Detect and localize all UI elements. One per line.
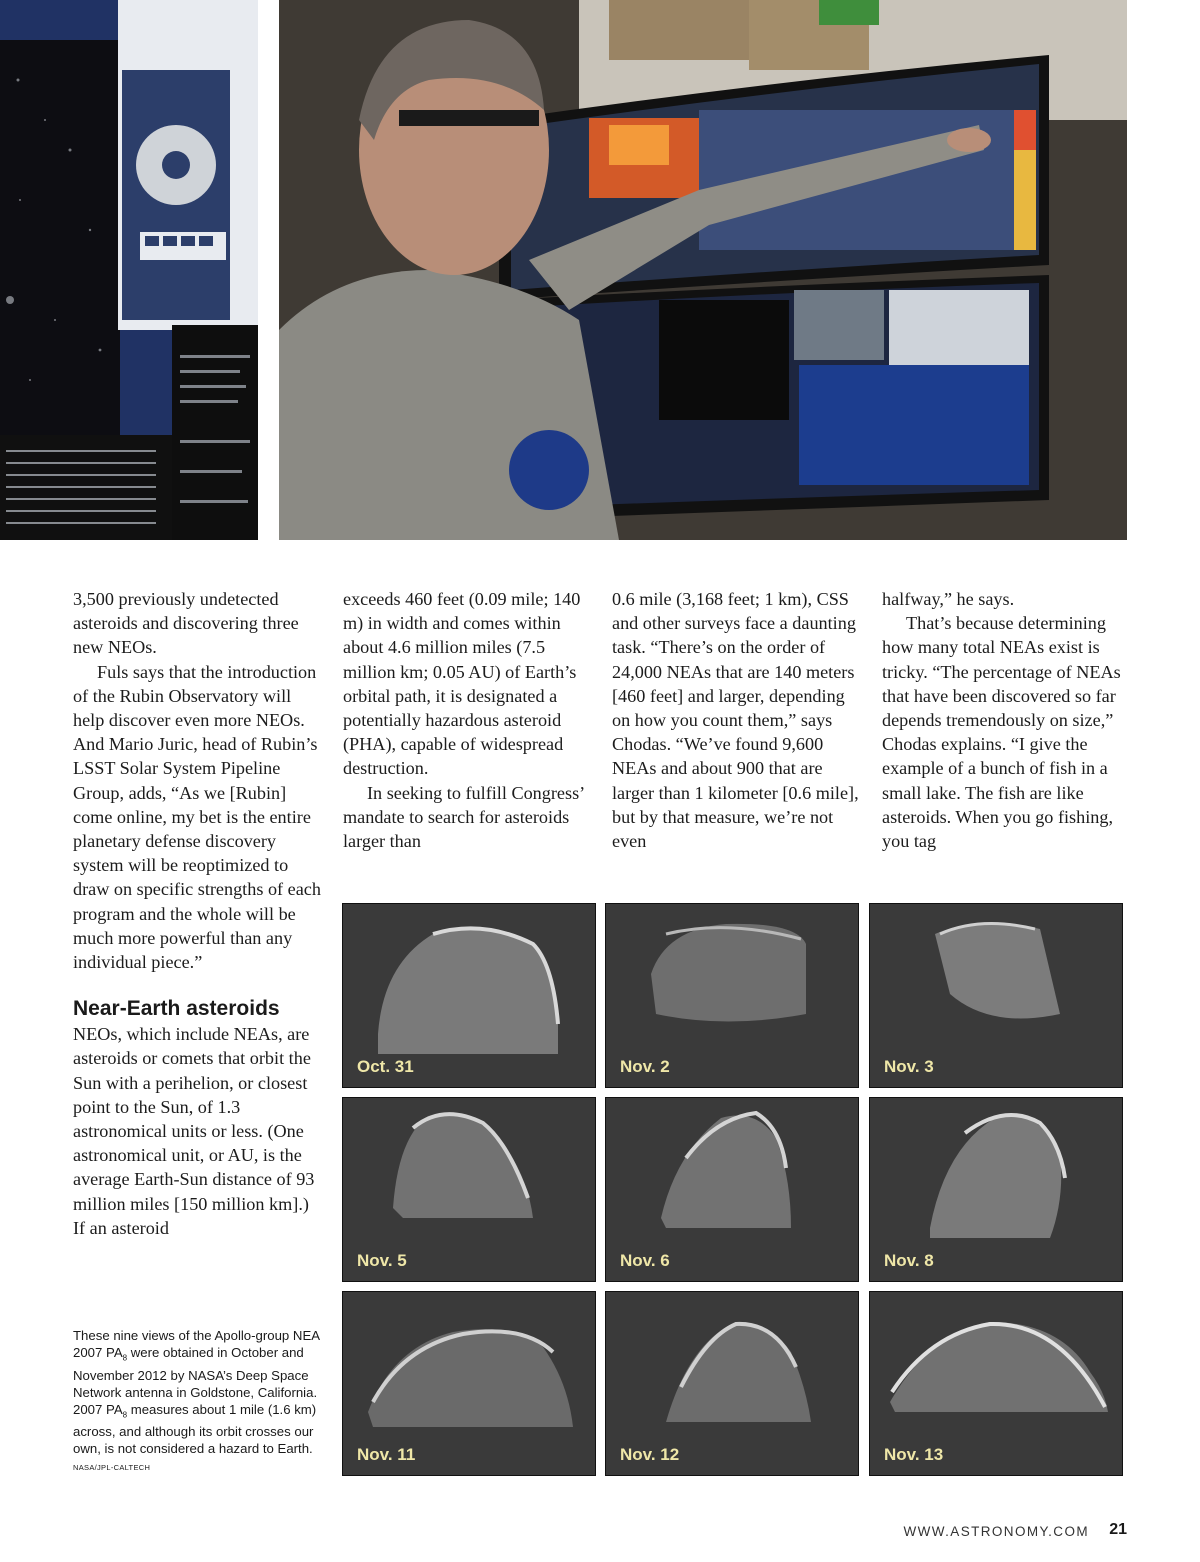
radar-date-label: Nov. 3 bbox=[884, 1057, 934, 1076]
caption-text: measures about 1 mile (1.6 km) across, and although its orbit crosses our own, is not considered a hazard to Earth. bbox=[73, 1401, 317, 1457]
radar-date-label: Nov. 5 bbox=[357, 1251, 407, 1270]
radar-date-label: Nov. 8 bbox=[884, 1251, 934, 1270]
caption-subscript: 8 bbox=[122, 1410, 128, 1420]
footer-website: WWW.ASTRONOMY.COM bbox=[903, 1524, 1089, 1539]
radar-date-label: Nov. 2 bbox=[620, 1057, 670, 1076]
paragraph: 3,500 previously undetected asteroids and discovering three new NEOs. bbox=[73, 589, 299, 658]
photo-researcher-at-monitors bbox=[279, 0, 1127, 540]
radar-image bbox=[342, 1291, 596, 1476]
radar-date-label: Nov. 12 bbox=[620, 1445, 680, 1464]
caption-text: were obtained in October and November 2012 by NASA’s Deep Space Network antenna in Goldstone, California. 2007 PA bbox=[73, 1345, 318, 1417]
radar-image bbox=[869, 1097, 1123, 1282]
paragraph: NEOs, which include NEAs, are asteroids or comets that orbit the Sun with a perihelion, or closest point to the Sun, of 1.3 astronomical units or less. (One astronomical unit, or AU, is the average Earth-Sun distance of 93 million miles [150 million km].) If an asteroid bbox=[73, 1024, 315, 1238]
radar-date-label: Oct. 31 bbox=[357, 1057, 414, 1076]
paragraph: Fuls says that the introduction of the Rubin Observatory will help discover even more NEOs. And Mario Juric, head of Rubin’s LSST Solar System Pipeline Group, adds, “As we [Rubin] come online, my bet is the entire planetary defense discovery system will be reoptimized to draw on specific strengths of each program and the whole will be much more powerful than any individual piece.” bbox=[73, 661, 321, 973]
paragraph: 0.6 mile (3,168 feet; 1 km), CSS and other surveys face a daunting task. “There’s on the order of 24,000 NEAs that are 140 meters [460 feet] and larger, depending on how you count them,” says Chodas. “We’ve found 9,600 NEAs and about 900 that are larger than 1 kilometer [0.6 mile], but by that measure, we’re not even bbox=[612, 589, 859, 852]
caption-subscript: 8 bbox=[122, 1353, 128, 1363]
radar-date-label: Nov. 13 bbox=[884, 1445, 944, 1464]
radar-image bbox=[342, 1097, 596, 1282]
radar-image bbox=[605, 1291, 859, 1476]
paragraph: halfway,” he says. bbox=[882, 589, 1015, 609]
article-column-2 bbox=[343, 587, 595, 853]
article-column-4 bbox=[882, 587, 1134, 853]
radar-image bbox=[869, 903, 1123, 1088]
radar-image bbox=[869, 1291, 1123, 1476]
article-column-3 bbox=[612, 587, 864, 853]
paragraph: exceeds 460 feet (0.09 mile; 140 m) in width and comes within about 4.6 million miles (7.5 million km; 0.05 AU) of Earth’s orbital path, it is designated a potentially hazardous asteroid (PHA), capable of widespread destruction. bbox=[343, 589, 581, 779]
article-column-1 bbox=[73, 587, 323, 1240]
radar-image bbox=[342, 903, 596, 1088]
radar-date-label: Nov. 11 bbox=[357, 1445, 416, 1464]
section-heading: Near-Earth asteroids bbox=[73, 997, 280, 1021]
photo-credit: NASA/JPL-CALTECH bbox=[73, 1463, 151, 1473]
figure-caption bbox=[73, 1327, 323, 1476]
radar-date-label: Nov. 6 bbox=[620, 1251, 670, 1270]
radar-image bbox=[605, 1097, 859, 1282]
paragraph: That’s because determining how many total NEAs exist is tricky. “The percentage of NEAs that have been discovered so far depends tremendously on size,” Chodas explains. “I give the example of a bunch of fish in a small lake. The fish are like asteroids. When you go fishing, you tag bbox=[882, 613, 1121, 852]
page-number: 21 bbox=[1109, 1521, 1127, 1538]
photo-monitor-closeup bbox=[0, 0, 258, 540]
paragraph: In seeking to fulfill Congress’ mandate to search for asteroids larger than bbox=[343, 782, 584, 852]
radar-image bbox=[605, 903, 859, 1088]
caption-text: These nine views of the Apollo-group NEA 2007 PA bbox=[73, 1328, 320, 1360]
